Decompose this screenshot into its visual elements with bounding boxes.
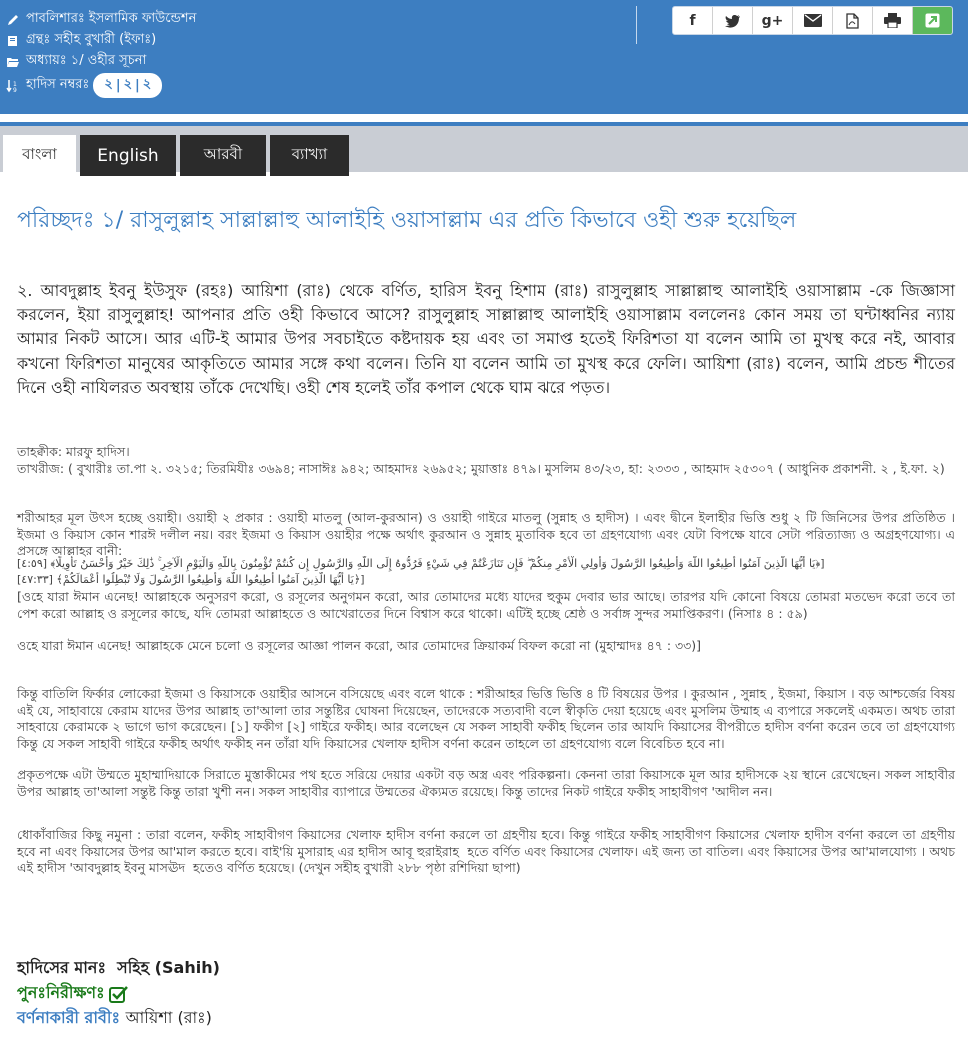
commentary-para-3: প্রকৃতপক্ষে এটা উম্মতে মুহাম্মাদিয়াকে সিরাতে মুস্তাকীমের পথ হতে সরিয়ে দেয়ার একটা বড় অস্ত্র এবং পরিকল্পনা। কেননা তারা কিয়াসকে মূল আর হাদীসকে ২য় স্থানে রেখেছেন। সকল সাহাবীর উপর আল্লাহ তা'আলা সন্তুষ্ট কিন্তু তারা খুশী নন। সকল সাহাবীর ব্যাপারে উম্মতের ঐক্যমত রয়েছে। কিন্তু তাদের নিকট গাইরে ফকীহ সাহাবীগণ 'আদীল নন। — [17, 767, 955, 799]
narrator-value[interactable]: আয়িশা (রাঃ) — [125, 1008, 212, 1027]
sort-numeric-icon — [6, 79, 20, 93]
print-button[interactable] — [873, 7, 913, 34]
folder-open-icon — [6, 55, 20, 69]
hadith-number-1: ২ — [104, 77, 113, 92]
print-icon — [884, 13, 901, 28]
publisher-text[interactable]: পাবলিশারঃ ইসলামিক ফাউন্ডেশন — [26, 11, 197, 26]
external-link-button[interactable] — [913, 7, 952, 34]
commentary-para-1: শরীআহর মূল উৎস হচ্ছে ওয়াহী। ওয়াহী ২ প্রকার : ওয়াহী মাতলু (আল-কুরআন) ও ওয়াহী গাইরে মাতলু (সুন্নাহ ও হাদীস) । এবং দ্বীনে ইলাহীর ভিত্তি শুধু ২ টি জিনিসের উপর প্রতিষ্ঠিত । ইজমা ও কিয়াস কোন শারঈ দলীল নয়। বরং ইজমা ও কিয়াস ওয়াহীর পক্ষে অর্থাৎ কুরআন ও সুন্নাহ মুতাবিক হবে তা গ্রহণযোগ্য এবং যেটা বিপক্ষে যাবে সেটা পরিত্যাজ্য ও অগ্রহণযোগ্য। এ প্রসঙ্গে আল্লাহর বানী: — [17, 510, 955, 559]
pdf-button[interactable] — [833, 7, 873, 34]
hadith-number-pill: ২ | ২ | ২ — [93, 73, 162, 98]
pencil-icon — [6, 13, 20, 27]
arabic-verse-2: [﴿يَا أَيُّهَا الَّذِينَ آمَنُوا أَطِيعُوا اللَّهَ وَأَطِيعُوا الرَّسُولَ وَلَا تُبْطِلُوا أَعْمَالَكُمْ﴾ [٤٧:٣٣] — [17, 573, 365, 586]
tab-bangla[interactable]: বাংলা — [3, 135, 76, 176]
takhrij-text: তাখরীজ: ( বুখারীঃ তা.পা ২. ৩২১৫; তিরমিযীঃ ৩৬৯৪; নাসাঈঃ ৯৪২; আহমাদঃ ২৬৯৫২; মুয়াত্তাঃ ৪৭৯। মুসলিম ৪৩/২৩, হা: ২৩৩৩ , আহমাদ ২৫৩০৭ ( আধুনিক প্রকাশনী. ২ , ই.ফা. ২) — [17, 461, 945, 476]
google-plus-icon: g+ — [761, 12, 784, 29]
chapter-row — [6, 51, 146, 72]
publisher-row — [6, 9, 196, 30]
facebook-button[interactable] — [673, 7, 713, 34]
twitter-button[interactable] — [713, 7, 753, 34]
chapter-title: পরিচ্ছদঃ ১/ রাসুলুল্লাহ সাল্লাল্লাহু আলাইহি ওয়াসাল্লাম এর প্রতি কিভাবে ওহী শুরু হয়েছিল — [17, 208, 797, 233]
tab-english[interactable]: English — [80, 135, 176, 176]
review-row — [17, 980, 129, 1007]
share-toolbar — [672, 6, 953, 35]
google-plus-button[interactable] — [753, 7, 793, 34]
grade-label: হাদিসের মানঃ — [17, 958, 107, 977]
hadith-number-label: হাদিস নম্বরঃ — [26, 77, 90, 92]
header-divider — [636, 6, 637, 44]
email-icon — [804, 14, 822, 27]
language-tab-bar — [0, 122, 968, 172]
chapter-text[interactable]: অধ্যায়ঃ ১/ ওহীর সূচনা — [26, 53, 147, 68]
hadith-text: ২. আবদুল্লাহ ইবনু ইউসুফ (রহঃ) আয়িশা (রাঃ) থেকে বর্ণিত, হারিস ইবনু হিশাম (রাঃ) রাসুলুল্লাহ সাল্লাল্লাহু আলাইহি ওয়াসাল্লাম -কে জিজ্ঞাসা করলেন, ইয়া রাসুলুল্লাহ! আপনার প্রতি ওহী কিভাবে আসে? রাসুলুল্লাহ সাল্লাল্লাহু আলাইহি ওয়াসাল্লাম বললেনঃ কোন সময় তা ঘন্টাধ্বনির ন্যায় আমার নিকট আসে। আর এটি-ই আমার উপর সবচাইতে কষ্টদায়ক হয় এবং তা সমাপ্ত হতেই ফিরিশতা যা বলেন আমি তা মুখস্থ করে নই, আবার কখনো ফিরিশতা মানুষের আকৃতিতে আমার সঙ্গে কথা বলেন। তিনি যা বলেন আমি তা মুখস্থ করে ফেলি। আয়িশা (রাঃ) বলেন, আমি প্রচন্ড শীতের দিনে ওহী নাযিলরত অবস্থায় তাঁকে দেখেছি। ওহী শেষ হলেই তাঁর কপাল থেকে ঘাম ঝরে পড়ত। — [17, 281, 955, 397]
arabic-verse-1: [﴿يَا أَيُّهَا الَّذِينَ آمَنُوا أَطِيعُوا اللَّهَ وَأَطِيعُوا الرَّسُولَ وَأُولِي الْأَمْرِ مِنكُمْ ۖ فَإِن تَنَازَعْتُمْ فِي شَيْءٍ فَرُدُّوهُ إِلَى اللَّهِ وَالرَّسُولِ إِن كُنتُمْ تُؤْمِنُونَ بِاللَّهِ وَالْيَوْمِ الْآخِرِ ۚ ذَٰلِكَ خَيْرٌ وَأَحْسَنُ تَأْوِيلًا﴾ [٤:٥٩] — [17, 557, 825, 570]
book-text[interactable]: গ্রন্থঃ সহীহ বুখারী (ইফাঃ) — [26, 32, 157, 47]
book-row — [6, 30, 156, 51]
translation-verse-1: [ওহে যারা ঈমান এনেছ! আল্লাহকে অনুসরণ করো, ও রসূলের অনুগমন করো, আর তোমাদের মধ্যে যাদের হুকুম দেবার ভার আছে। তারপর যদি কোনো বিষয়ে তোমরা মতভেদ করো তবে তা পেশ করো আল্লাহ ও রসূলের কাছে, যদি তোমরা আল্লাহতে ও আখেরাতের দিনে বিশ্বাস করে থাকো। এটিই হচ্ছে শ্রেষ্ঠ ও সর্বাঙ্গ সুন্দর সমাপ্তিকরণ। (নিসাঃ ৪ : ৫৯) — [17, 589, 955, 621]
facebook-icon: f — [689, 12, 696, 29]
commentary-para-2: কিন্তু বাতিলি ফির্কার লোকেরা ইজমা ও কিয়াসকে ওয়াহীর আসনে বসিয়েছে এবং বলে থাকে : শরীআহর ভিত্তি ভিত্তি ৪ টি বিষয়ের উপর । কুরআন , সুন্নাহ , ইজমা, কিয়াস । বড় আশ্চর্জের বিষয় এই যে, সাহাবায়ে কেরাম যাদের উপর আল্লাহ তা'আলা তার সন্তুষ্টির ঘোষনা দিয়েছেন, তাদেরকে সত্যবাদী বলে স্বীকৃতি দেয়া হয়েছে এবং মুসলিম উম্মাহ এ ব্যপারে সকলেই একমত। অথচ তারা সাহবায়ে কেরামকে ২ ভাগে ভাগ করেছেন। [১] ফকীগ [২] গাইরে ফকীহ। আর বলেছেন যে সকল সাহাবী ফকীহ ছিলেন তার আযদি কিয়াসের বীপরীতে হাদীস বর্ণনা করেন তবে তা গ্রহণযোগ্য কিন্তু যে সকল সাহাবী গাইরে ফকীহ অর্থাৎ ফকীহ নন তাঁরা যদি কিয়াসের খেলাফ হাদীস বর্ণনা করেন তাহলে তা গ্রহণযোগ্য বলে বিবেচিত হবে না। — [17, 686, 955, 751]
hadith-number-row — [6, 73, 162, 98]
tab-arabic[interactable]: আরবী — [180, 135, 266, 176]
hadith-number-2: ২ — [123, 77, 133, 92]
email-button[interactable] — [793, 7, 833, 34]
review-label: পুনঃনিরীক্ষণঃ — [17, 983, 105, 1002]
tab-explanation[interactable]: ব্যাখ্যা — [270, 135, 349, 176]
hadith-grade-row — [17, 955, 220, 982]
hadith-number-3: ২ — [142, 77, 152, 92]
external-link-icon — [925, 13, 940, 28]
svg-text:1: 1 — [13, 80, 17, 88]
pdf-icon — [846, 13, 859, 29]
narrator-label: বর্ণনাকারী রাবীঃ — [17, 1008, 121, 1027]
grade-value: সহিহ (Sahih) — [117, 958, 220, 977]
svg-text:9: 9 — [13, 86, 17, 93]
translation-verse-2: ওহে যারা ঈমান এনেছ! আল্লাহকে মেনে চলো ও রসূলের আজ্ঞা পালন করো, আর তোমাদের ক্রিয়াকর্ম বিফল করো না (মুহাম্মাদঃ ৪৭ : ৩৩)] — [17, 638, 702, 653]
tahqiq-text: তাহক্বীক: মারফু হাদিস। — [17, 444, 130, 459]
page-header — [0, 0, 968, 114]
narrator-row — [17, 1005, 212, 1032]
twitter-icon — [725, 14, 741, 28]
checkbox-checked-icon — [109, 985, 129, 1003]
commentary-para-4: ধোকাঁবাজির কিছু নমুনা : তারা বলেন, ফকীহ সাহাবীগণ কিয়াসের খেলাফ হাদীস বর্ণনা করলে তা গ্রহণীয় হবে। কিন্তু গাইরে ফকীহ সাহাবীগণ কিয়াসের খেলাফ হাদীস বর্ণনা করলে তা গ্রহণীয় হবে না এবং কিয়াসের উপর আ'মাল করতে হবে। বাই'য়ি মুসারাহ এর হাদীস আবূ হুরাইরাহ ‎ হতে বর্ণিত এবং কিয়াসের খেলাফ। এই জন্য তা বাতিল। এবং কিয়াসের উপর আ'মালযোগ্য । অথচ এই হাদীস 'আবদুল্লাহ ইবনু মাসঊদ ‎ হতেও বর্ণিত হয়েছে। (দেখুন সহীহ বুখারী ২৮৮ পৃষ্ঠা রশিদিয়া ছাপা) — [17, 827, 955, 876]
book-icon — [6, 34, 20, 48]
